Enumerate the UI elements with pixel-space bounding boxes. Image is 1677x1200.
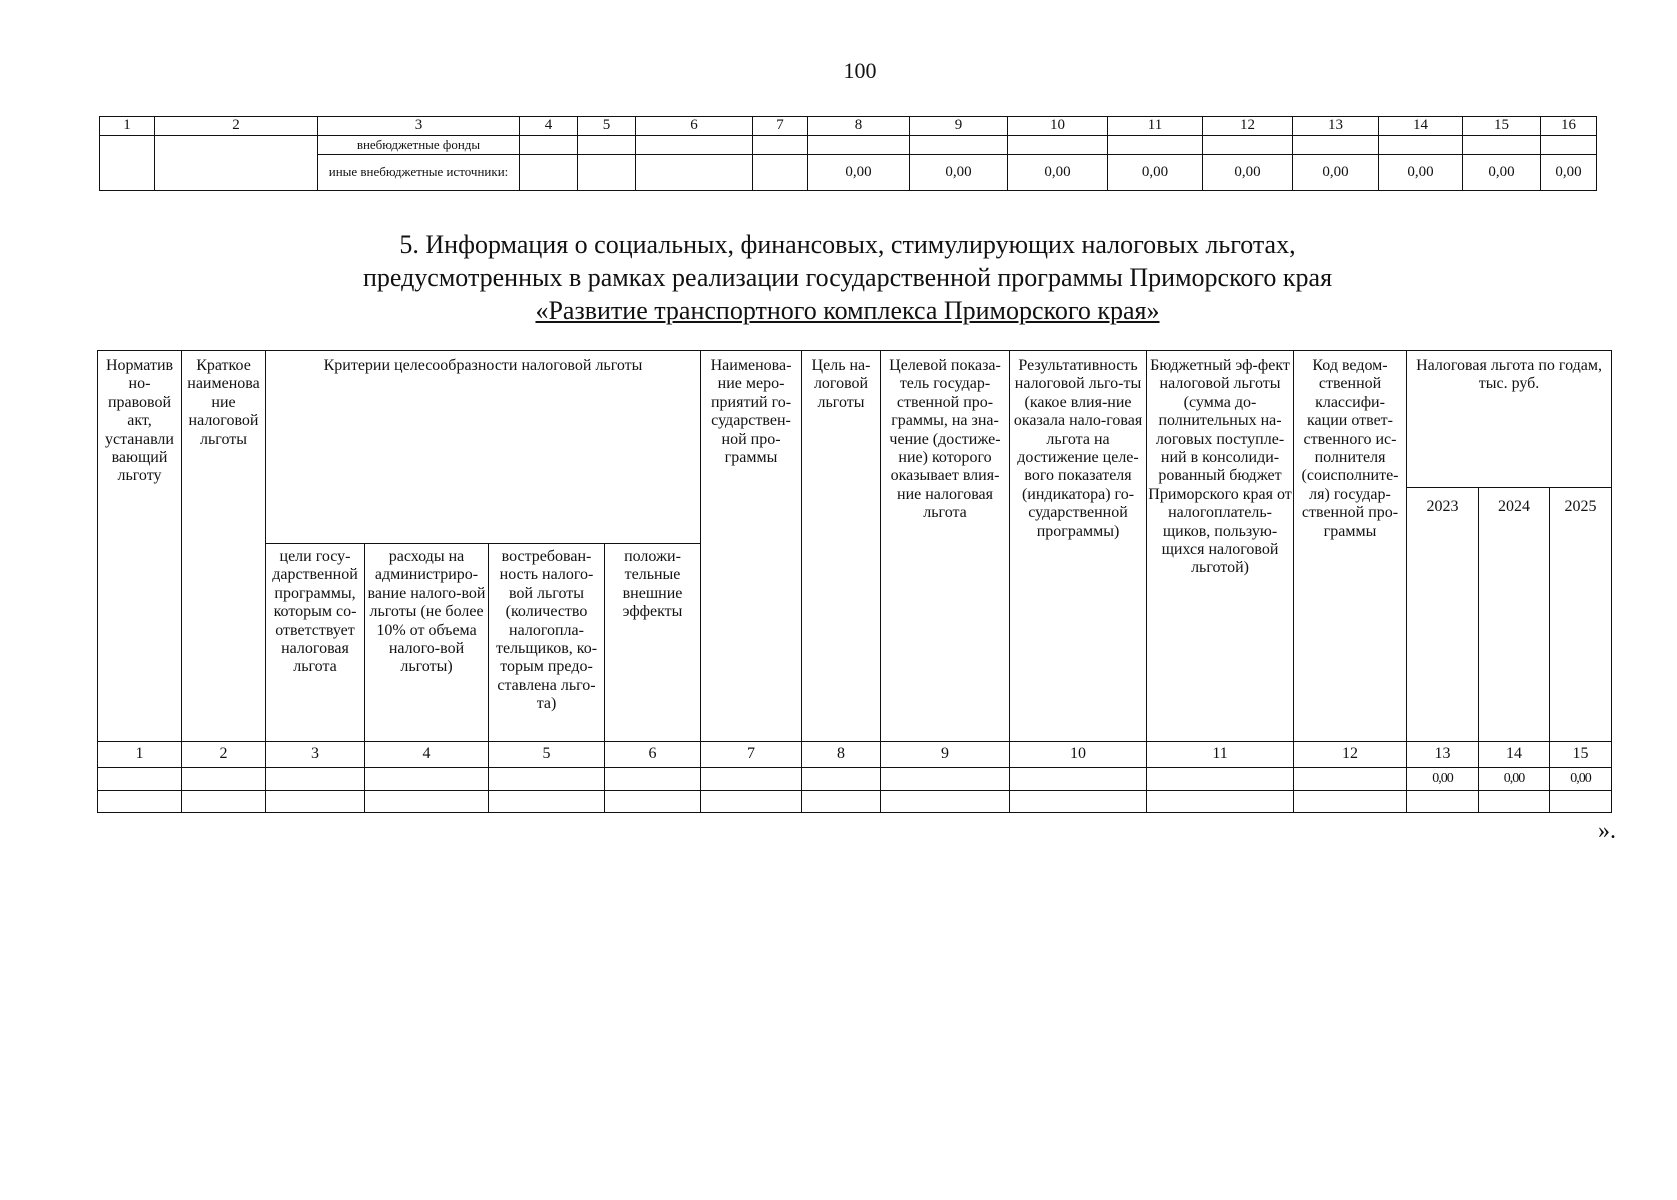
column-number: 10 <box>1008 117 1108 136</box>
table-cell <box>578 155 636 191</box>
header-benefit-by-year: Налоговая льгота по годам, тыс. руб. <box>1407 351 1612 488</box>
column-number: 8 <box>802 742 881 768</box>
column-number: 5 <box>578 117 636 136</box>
value-cell: 0,00 <box>910 155 1008 191</box>
column-number: 2 <box>155 117 318 136</box>
section-title-line: предусмотренных в рамках реализации государственной программы Приморского края <box>362 263 1333 292</box>
header-year: 2025 <box>1550 488 1612 742</box>
row-label: иные внебюджетные источники: <box>318 155 520 191</box>
table-cell <box>1407 791 1479 813</box>
table-cell <box>1147 768 1294 791</box>
table-cell <box>489 791 605 813</box>
table-cell <box>1294 768 1407 791</box>
header-year: 2023 <box>1407 488 1479 742</box>
column-number: 3 <box>318 117 520 136</box>
header-benefit-name: Краткое наименова ние налоговой льготы <box>182 351 266 742</box>
header-program-activities: Наименова-ние меро-приятий го-сударствен-ной про-граммы <box>701 351 802 742</box>
header-demand: востребован-ность налого-вой льготы (количество налогопла-тельщиков, ко-торым предо-ставлена льго-та) <box>489 544 605 742</box>
column-number: 13 <box>1407 742 1479 768</box>
value-cell: 0,00 <box>1541 155 1597 191</box>
table-row <box>98 768 1612 791</box>
column-number: 11 <box>1108 117 1203 136</box>
header-target-indicator: Целевой показа-тель государ-ственной про-граммы, на зна-чение (достиже-ние) которого оказывает влия-ние налоговая льгота <box>881 351 1010 742</box>
column-number: 14 <box>1479 742 1550 768</box>
table-cell <box>636 155 753 191</box>
column-number-row <box>100 117 1597 136</box>
column-number: 8 <box>808 117 910 136</box>
column-number: 1 <box>98 742 182 768</box>
column-number: 15 <box>1463 117 1541 136</box>
section-title-line: 5. Информация о социальных, финансовых, стимулирующих налоговых льготах, <box>399 230 1296 259</box>
column-number-row <box>98 742 1612 768</box>
table-cell <box>1147 791 1294 813</box>
table-cell <box>910 136 1008 155</box>
value-cell: 0,00 <box>1379 155 1463 191</box>
column-number: 9 <box>910 117 1008 136</box>
page-number: 100 <box>843 58 877 83</box>
value-cell: 0,00 <box>1479 768 1550 791</box>
value-cell: 0,00 <box>1463 155 1541 191</box>
table-cell <box>753 155 808 191</box>
table-cell <box>1379 136 1463 155</box>
column-number: 10 <box>1010 742 1147 768</box>
program-name: «Развитие транспортного комплекса Приморского края» <box>535 296 1160 325</box>
table-cell <box>489 768 605 791</box>
value-cell: 0,00 <box>1293 155 1379 191</box>
header-year: 2024 <box>1479 488 1550 742</box>
column-number: 1 <box>100 117 155 136</box>
table-cell <box>1479 791 1550 813</box>
table-cell <box>578 136 636 155</box>
header-admin-costs: расходы на администриро-вание налого-вой льготы (не более 10% от объема налого-вой льготы) <box>365 544 489 742</box>
column-number: 9 <box>881 742 1010 768</box>
column-number: 15 <box>1550 742 1612 768</box>
value-cell: 0,00 <box>1008 155 1108 191</box>
column-number: 3 <box>266 742 365 768</box>
column-number: 7 <box>701 742 802 768</box>
column-number: 16 <box>1541 117 1597 136</box>
table-cell <box>1294 791 1407 813</box>
column-number: 12 <box>1203 117 1293 136</box>
table-cell <box>1010 791 1147 813</box>
table-cell <box>881 768 1010 791</box>
header-effectiveness: Результативность налоговой льго-ты (какое влия-ние оказала нало-говая льгота на достижение целе-вого показателя (индикатора) го-сударственной программы) <box>1010 351 1147 742</box>
header-row <box>98 351 1612 488</box>
column-number: 7 <box>753 117 808 136</box>
value-cell: 0,00 <box>1407 768 1479 791</box>
table-cell <box>701 791 802 813</box>
table-cell <box>605 791 701 813</box>
column-number: 11 <box>1147 742 1294 768</box>
header-criteria: Критерии целесообразности налоговой льготы <box>266 351 701 544</box>
column-number: 6 <box>636 117 753 136</box>
value-cell: 0,00 <box>1550 768 1612 791</box>
tax-benefits-table <box>97 350 1612 813</box>
row-label: внебюджетные фонды <box>318 136 520 155</box>
table-cell <box>266 791 365 813</box>
table-cell <box>1550 791 1612 813</box>
header-benefit-goal: Цель на-логовой льготы <box>802 351 881 742</box>
table-cell <box>753 136 808 155</box>
table-cell <box>365 768 489 791</box>
table-cell <box>1008 136 1108 155</box>
continuation-table <box>99 116 1597 191</box>
table-cell <box>881 791 1010 813</box>
table-cell <box>1108 136 1203 155</box>
column-number: 5 <box>489 742 605 768</box>
table-cell <box>1203 136 1293 155</box>
table-cell <box>98 791 182 813</box>
table-cell <box>182 791 266 813</box>
closing-quote: ». <box>1598 818 1616 844</box>
value-cell: 0,00 <box>1108 155 1203 191</box>
table-cell <box>266 768 365 791</box>
column-number: 6 <box>605 742 701 768</box>
table-cell <box>520 155 578 191</box>
table-cell <box>701 768 802 791</box>
table-row <box>98 791 1612 813</box>
section-title <box>99 228 1596 327</box>
table-cell <box>1463 136 1541 155</box>
table-cell <box>182 768 266 791</box>
table-cell <box>808 136 910 155</box>
table-row <box>100 155 1597 191</box>
table-cell <box>100 136 155 191</box>
table-cell <box>802 791 881 813</box>
table-cell <box>636 136 753 155</box>
table-row <box>100 136 1597 155</box>
table-cell <box>520 136 578 155</box>
table-cell <box>365 791 489 813</box>
table-cell <box>605 768 701 791</box>
value-cell: 0,00 <box>1203 155 1293 191</box>
header-budget-effect: Бюджетный эф-фект налоговой льготы (сумма до-полнительных на-логовых поступле-ний в консолиди-рованный бюджет Приморского края от налогоплатель-щиков, пользую-щихся налоговой льготой) <box>1147 351 1294 742</box>
column-number: 12 <box>1294 742 1407 768</box>
column-number: 2 <box>182 742 266 768</box>
table-cell <box>1541 136 1597 155</box>
table-cell <box>802 768 881 791</box>
table-cell <box>155 136 318 191</box>
value-cell: 0,00 <box>808 155 910 191</box>
column-number: 13 <box>1293 117 1379 136</box>
header-department-code: Код ведом-ственной классифи-кации ответ-ственного ис-полнителя (соисполните-ля) государ-ственной про-граммы <box>1294 351 1407 742</box>
column-number: 4 <box>365 742 489 768</box>
header-external-effects: положи-тельные внешние эффекты <box>605 544 701 742</box>
column-number: 4 <box>520 117 578 136</box>
header-normative-act: Норматив но-правовой акт, устанавли вающий льготу <box>98 351 182 742</box>
table-cell <box>1293 136 1379 155</box>
table-cell <box>1010 768 1147 791</box>
column-number: 14 <box>1379 117 1463 136</box>
table-cell <box>98 768 182 791</box>
header-program-goals: цели госу-дарственной программы, которым со-ответствует налоговая льгота <box>266 544 365 742</box>
